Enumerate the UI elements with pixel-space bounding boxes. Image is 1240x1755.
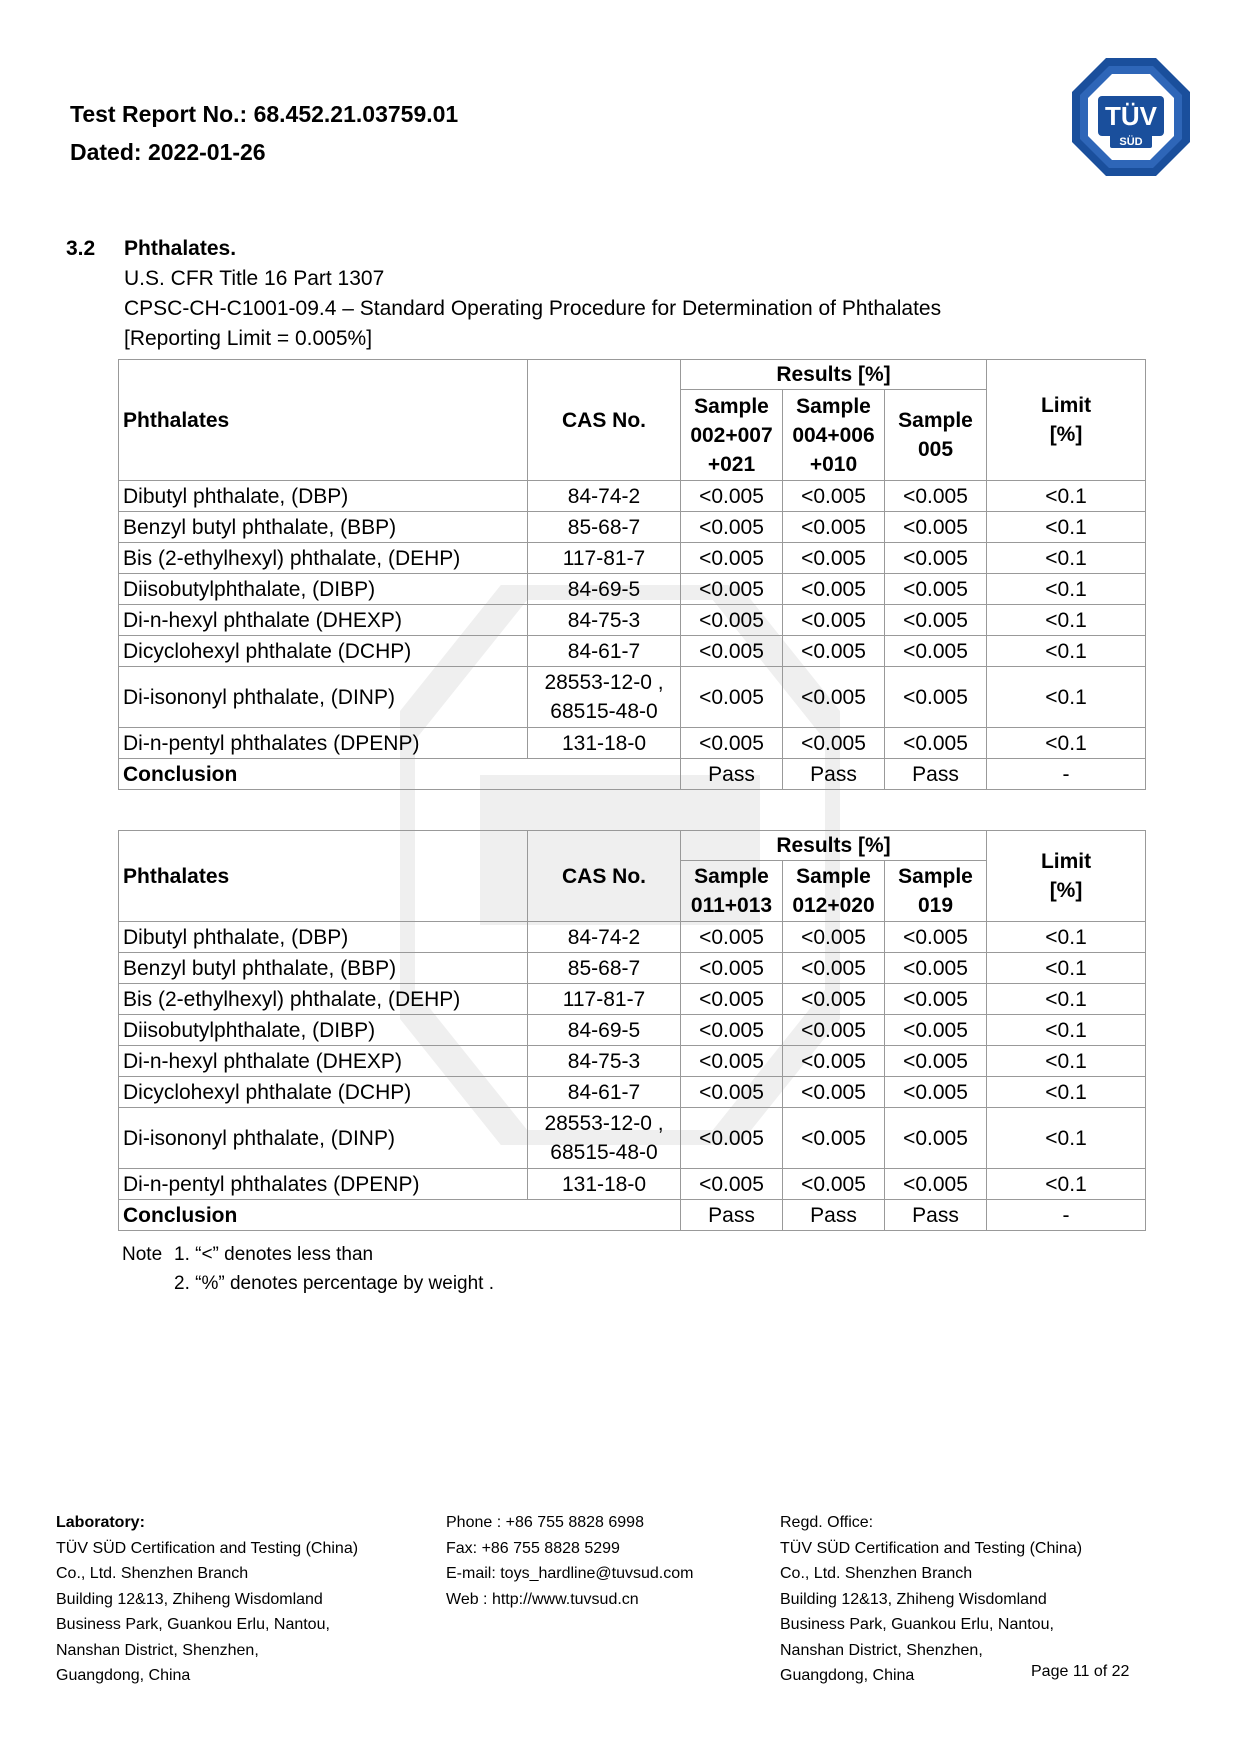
row-cas: 84-75-3 bbox=[528, 1046, 681, 1077]
row-limit: <0.1 bbox=[987, 953, 1146, 984]
row-sample-3: <0.005 bbox=[885, 481, 987, 512]
tuv-sud-logo bbox=[1070, 56, 1192, 178]
conclusion-sample-2: Pass bbox=[783, 1200, 885, 1231]
row-sample-3: <0.005 bbox=[885, 922, 987, 953]
row-limit: <0.1 bbox=[987, 636, 1146, 667]
row-cas: 84-61-7 bbox=[528, 636, 681, 667]
header-sample-3: Sample 005 bbox=[885, 390, 987, 481]
results-table-2 bbox=[118, 830, 1146, 1231]
conclusion-limit: - bbox=[987, 1200, 1146, 1231]
header-cas: CAS No. bbox=[528, 360, 681, 481]
footer-contact: Phone : +86 755 8828 6998 Fax: +86 755 8828 5299 E-mail: toys_hardline@tuvsud.com Web : http://www.tuvsud.cn bbox=[446, 1514, 694, 1608]
row-sample-1: <0.005 bbox=[681, 728, 783, 759]
note-label: Note bbox=[122, 1244, 163, 1265]
table-row bbox=[119, 922, 1146, 953]
conclusion-label: Conclusion bbox=[119, 759, 681, 790]
table-header-row bbox=[119, 831, 1146, 861]
table-row bbox=[119, 512, 1146, 543]
row-sample-2: <0.005 bbox=[783, 636, 885, 667]
row-sample-1: <0.005 bbox=[681, 543, 783, 574]
row-sample-3: <0.005 bbox=[885, 1077, 987, 1108]
header-results: Results [%] bbox=[681, 360, 987, 390]
row-limit: <0.1 bbox=[987, 543, 1146, 574]
row-sample-2: <0.005 bbox=[783, 574, 885, 605]
row-limit: <0.1 bbox=[987, 1169, 1146, 1200]
table-row bbox=[119, 728, 1146, 759]
row-sample-1: <0.005 bbox=[681, 922, 783, 953]
note-item-1: 1. “<” denotes less than bbox=[174, 1244, 374, 1265]
table-row bbox=[119, 481, 1146, 512]
row-name: Dicyclohexyl phthalate (DCHP) bbox=[119, 636, 528, 667]
conclusion-row bbox=[119, 759, 1146, 790]
row-sample-1: <0.005 bbox=[681, 636, 783, 667]
row-name: Di-n-hexyl phthalate (DHEXP) bbox=[119, 605, 528, 636]
row-sample-2: <0.005 bbox=[783, 512, 885, 543]
row-cas: 28553-12-0 , 68515-48-0 bbox=[528, 1108, 681, 1169]
row-limit: <0.1 bbox=[987, 984, 1146, 1015]
row-name: Di-n-hexyl phthalate (DHEXP) bbox=[119, 1046, 528, 1077]
row-cas: 28553-12-0 , 68515-48-0 bbox=[528, 667, 681, 728]
header-cas: CAS No. bbox=[528, 831, 681, 922]
row-cas: 84-69-5 bbox=[528, 1015, 681, 1046]
row-sample-1: <0.005 bbox=[681, 605, 783, 636]
conclusion-sample-1: Pass bbox=[681, 1200, 783, 1231]
reporting-limit-line: [Reporting Limit = 0.005%] bbox=[124, 327, 373, 350]
row-sample-2: <0.005 bbox=[783, 922, 885, 953]
row-cas: 84-61-7 bbox=[528, 1077, 681, 1108]
table-row bbox=[119, 1077, 1146, 1108]
row-sample-3: <0.005 bbox=[885, 667, 987, 728]
footer-registered-office: Regd. Office: TÜV SÜD Certification and Testing (China) Co., Ltd. Shenzhen Branch Building 12&13, Zhiheng Wisdomland Business Park, Guankou Erlu, Nantou, Nanshan District, Shenzhen, Guangdong, China bbox=[780, 1514, 1083, 1684]
row-sample-2: <0.005 bbox=[783, 1169, 885, 1200]
row-cas: 85-68-7 bbox=[528, 512, 681, 543]
conclusion-row bbox=[119, 1200, 1146, 1231]
row-sample-3: <0.005 bbox=[885, 636, 987, 667]
logo-text: TÜV bbox=[1105, 101, 1157, 131]
header-sample-1: Sample 002+007 +021 bbox=[681, 390, 783, 481]
row-sample-3: <0.005 bbox=[885, 512, 987, 543]
row-sample-1: <0.005 bbox=[681, 1169, 783, 1200]
table-row bbox=[119, 543, 1146, 574]
row-limit: <0.1 bbox=[987, 922, 1146, 953]
row-name: Dicyclohexyl phthalate (DCHP) bbox=[119, 1077, 528, 1108]
header-sample-3: Sample 019 bbox=[885, 861, 987, 922]
row-cas: 84-69-5 bbox=[528, 574, 681, 605]
row-limit: <0.1 bbox=[987, 481, 1146, 512]
note-item-2: 2. “%” denotes percentage by weight . bbox=[174, 1273, 495, 1294]
report-number: Test Report No.: 68.452.21.03759.01 bbox=[70, 101, 459, 127]
conclusion-sample-1: Pass bbox=[681, 759, 783, 790]
row-cas: 131-18-0 bbox=[528, 1169, 681, 1200]
row-sample-2: <0.005 bbox=[783, 984, 885, 1015]
header-phthalates: Phthalates bbox=[119, 831, 528, 922]
row-name: Bis (2-ethylhexyl) phthalate, (DEHP) bbox=[119, 543, 528, 574]
header-sample-2: Sample 004+006 +010 bbox=[783, 390, 885, 481]
table-body bbox=[119, 481, 1146, 790]
row-sample-3: <0.005 bbox=[885, 728, 987, 759]
row-name: Bis (2-ethylhexyl) phthalate, (DEHP) bbox=[119, 984, 528, 1015]
row-sample-1: <0.005 bbox=[681, 481, 783, 512]
row-name: Di-isononyl phthalate, (DINP) bbox=[119, 667, 528, 728]
row-sample-2: <0.005 bbox=[783, 728, 885, 759]
row-name: Dibutyl phthalate, (DBP) bbox=[119, 922, 528, 953]
row-sample-3: <0.005 bbox=[885, 984, 987, 1015]
section-title: Phthalates. bbox=[124, 237, 237, 260]
row-cas: 84-74-2 bbox=[528, 922, 681, 953]
row-cas: 117-81-7 bbox=[528, 984, 681, 1015]
row-cas: 85-68-7 bbox=[528, 953, 681, 984]
row-name: Dibutyl phthalate, (DBP) bbox=[119, 481, 528, 512]
row-sample-1: <0.005 bbox=[681, 512, 783, 543]
row-sample-3: <0.005 bbox=[885, 605, 987, 636]
table-row bbox=[119, 605, 1146, 636]
row-sample-2: <0.005 bbox=[783, 1108, 885, 1169]
row-cas: 84-75-3 bbox=[528, 605, 681, 636]
row-sample-1: <0.005 bbox=[681, 574, 783, 605]
row-name: Diisobutylphthalate, (DIBP) bbox=[119, 574, 528, 605]
row-limit: <0.1 bbox=[987, 605, 1146, 636]
table-header-row bbox=[119, 360, 1146, 390]
row-cas: 84-74-2 bbox=[528, 481, 681, 512]
table-row bbox=[119, 1046, 1146, 1077]
row-limit: <0.1 bbox=[987, 1015, 1146, 1046]
row-sample-3: <0.005 bbox=[885, 1046, 987, 1077]
row-limit: <0.1 bbox=[987, 512, 1146, 543]
table-row bbox=[119, 636, 1146, 667]
row-sample-1: <0.005 bbox=[681, 667, 783, 728]
row-sample-3: <0.005 bbox=[885, 1108, 987, 1169]
page-number: Page 11 of 22 bbox=[1031, 1663, 1130, 1680]
row-name: Benzyl butyl phthalate, (BBP) bbox=[119, 953, 528, 984]
conclusion-label: Conclusion bbox=[119, 1200, 681, 1231]
row-cas: 117-81-7 bbox=[528, 543, 681, 574]
footer-laboratory: Laboratory: TÜV SÜD Certification and Testing (China) Co., Ltd. Shenzhen Branch Building 12&13, Zhiheng Wisdomland Business Park, Guankou Erlu, Nantou, Nanshan District, Shenzhen, Guangdong, China bbox=[56, 1514, 359, 1684]
row-sample-3: <0.005 bbox=[885, 1169, 987, 1200]
row-sample-1: <0.005 bbox=[681, 1108, 783, 1169]
row-sample-2: <0.005 bbox=[783, 481, 885, 512]
conclusion-limit: - bbox=[987, 759, 1146, 790]
header-sample-2: Sample 012+020 bbox=[783, 861, 885, 922]
row-sample-1: <0.005 bbox=[681, 953, 783, 984]
conclusion-sample-3: Pass bbox=[885, 1200, 987, 1231]
row-limit: <0.1 bbox=[987, 1077, 1146, 1108]
row-sample-1: <0.005 bbox=[681, 1015, 783, 1046]
table-row bbox=[119, 1108, 1146, 1169]
table-row bbox=[119, 667, 1146, 728]
logo-subtext: SÜD bbox=[1119, 136, 1143, 148]
conclusion-sample-3: Pass bbox=[885, 759, 987, 790]
table-body bbox=[119, 922, 1146, 1231]
row-sample-1: <0.005 bbox=[681, 1046, 783, 1077]
row-limit: <0.1 bbox=[987, 728, 1146, 759]
conclusion-sample-2: Pass bbox=[783, 759, 885, 790]
row-name: Diisobutylphthalate, (DIBP) bbox=[119, 1015, 528, 1046]
table-row bbox=[119, 984, 1146, 1015]
row-limit: <0.1 bbox=[987, 667, 1146, 728]
row-sample-2: <0.005 bbox=[783, 1077, 885, 1108]
table-row bbox=[119, 1169, 1146, 1200]
row-name: Di-isononyl phthalate, (DINP) bbox=[119, 1108, 528, 1169]
table-row bbox=[119, 953, 1146, 984]
row-sample-3: <0.005 bbox=[885, 1015, 987, 1046]
row-sample-1: <0.005 bbox=[681, 1077, 783, 1108]
row-sample-2: <0.005 bbox=[783, 605, 885, 636]
row-sample-2: <0.005 bbox=[783, 953, 885, 984]
row-name: Di-n-pentyl phthalates (DPENP) bbox=[119, 1169, 528, 1200]
section-number: 3.2 bbox=[66, 237, 96, 260]
header-limit: Limit [%] bbox=[987, 831, 1146, 922]
row-cas: 131-18-0 bbox=[528, 728, 681, 759]
row-sample-3: <0.005 bbox=[885, 953, 987, 984]
row-name: Di-n-pentyl phthalates (DPENP) bbox=[119, 728, 528, 759]
header-limit: Limit [%] bbox=[987, 360, 1146, 481]
header-phthalates: Phthalates bbox=[119, 360, 528, 481]
table-row bbox=[119, 574, 1146, 605]
header-results: Results [%] bbox=[681, 831, 987, 861]
row-limit: <0.1 bbox=[987, 1108, 1146, 1169]
row-sample-1: <0.005 bbox=[681, 984, 783, 1015]
method-line: CPSC-CH-C1001-09.4 – Standard Operating Procedure for Determination of Phthalates bbox=[124, 297, 942, 320]
row-sample-3: <0.005 bbox=[885, 574, 987, 605]
row-sample-2: <0.005 bbox=[783, 1046, 885, 1077]
results-table-1 bbox=[118, 359, 1146, 790]
row-sample-3: <0.005 bbox=[885, 543, 987, 574]
row-sample-2: <0.005 bbox=[783, 543, 885, 574]
row-limit: <0.1 bbox=[987, 1046, 1146, 1077]
header-sample-1: Sample 011+013 bbox=[681, 861, 783, 922]
row-sample-2: <0.005 bbox=[783, 667, 885, 728]
table-row bbox=[119, 1015, 1146, 1046]
row-name: Benzyl butyl phthalate, (BBP) bbox=[119, 512, 528, 543]
row-sample-2: <0.005 bbox=[783, 1015, 885, 1046]
standard-line: U.S. CFR Title 16 Part 1307 bbox=[124, 267, 385, 290]
row-limit: <0.1 bbox=[987, 574, 1146, 605]
report-date: Dated: 2022-01-26 bbox=[70, 139, 266, 165]
